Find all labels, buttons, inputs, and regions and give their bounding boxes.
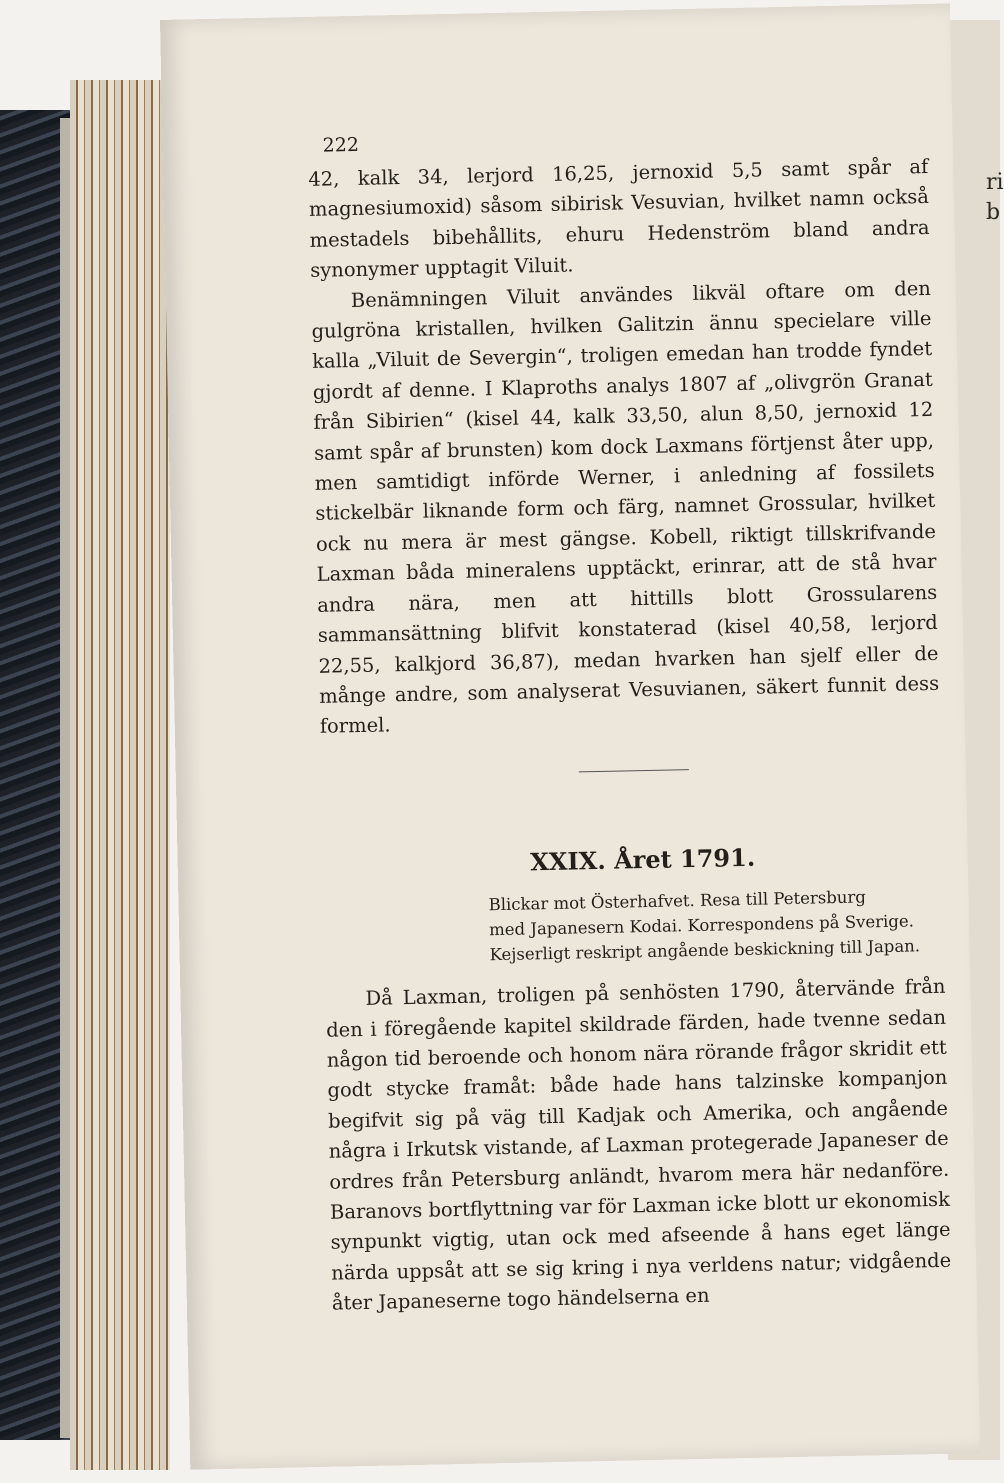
facing-page-fragment: b: [986, 200, 1001, 225]
paragraph: Benämningen Viluit användes likväl oftare om den gulgröna kristallen, hvilken Galitzin ännu specielare ville kalla „Viluit de Severgin“, troligen emedan han trodde fyndet gjordt af denne. I Klaproths analys 1807 af „olivgrön Granat från Sibirien“ (kisel 44, kalk 33,50, alun 8,50, jernoxid 12 samt spår af brunsten) kom dock Laxmans förtjenst åter upp, men samtidigt införde Werner, i anledning af fossilets stickelbär liknande form och färg, namnet Grossular, hvilket ock nu mera är mest gängse. Kobell, riktigt tillskrifvande Laxman båda mineralens upptäckt, erinrar, att de stå hvar andra nära, men att hittills blott Grossularens sammansättning blifvit konstaterad (kisel 40,58, lerjord 22,55, kalkjord 36,87), medan hvarken han sjelf eller de månge andre, som analyserat Vesuvianen, säkert funnit dess formel.: [311, 276, 940, 739]
book-page: [160, 3, 980, 1469]
section-divider: [579, 769, 689, 772]
page-number: 222: [322, 133, 360, 157]
paragraph: 42, kalk 34, lerjord 16,25, jernoxid 5,5 samt spår af magnesiumoxid) såsom sibirisk Vesuvian, hvilket namn också mestadels bibehållits, ehuru Hedenström bland andra synonymer upptagit Viluit.: [308, 154, 930, 283]
paragraph: Då Laxman, troligen på senhösten 1790, återvände från den i föregående kapitel skildrade färden, hade tvenne sedan någon tid beroende och honom nära rörande frågor skridit ett godt stycke framåt: både hade hans talzinske kompanjon begifvit sig på väg till Kadjak och Amerika, och angående några i Irkutsk vistande, af Laxman protegerade Japaneser de ordres från Petersburg anländt, hvarom mera här nedanföre. Baranovs bortflyttning var för Laxman icke blott ur ekonomisk synpunkt vigtig, utan ock med afseende å hans eget länge närda uppsåt att se sig kring i nya verldens natur; vidgående åter Japaneserne togo händelserna en: [325, 974, 952, 1315]
facing-page-fragment: ri: [986, 170, 1004, 195]
page-text: [307, 124, 952, 1319]
summary-line: Blickar mot Österhafvet. Resa till Petersburg: [488, 887, 867, 915]
page-edges: [70, 80, 170, 1470]
summary-line: med Japanesern Kodai. Korrespondens på Sverige.: [488, 911, 915, 940]
summary-line: Kejserligt reskript angående beskickning till Japan.: [489, 936, 921, 965]
chapter-summary: [488, 883, 944, 968]
chapter-title: XXIX. Året 1791.: [529, 842, 756, 877]
